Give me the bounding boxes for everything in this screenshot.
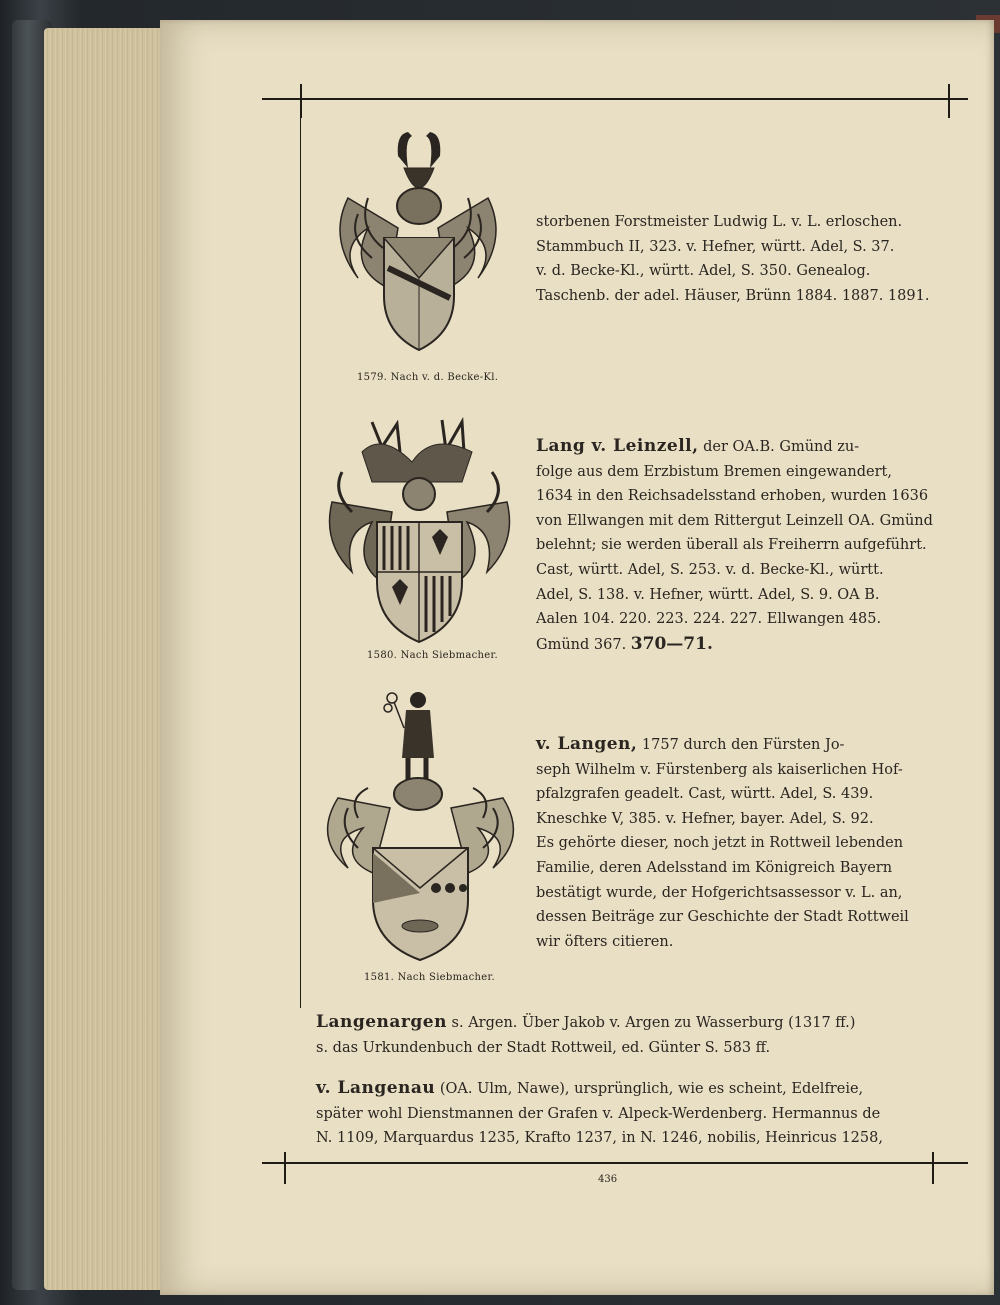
entry-text: der OA.B. Gmünd zu- (698, 439, 860, 455)
text-line (536, 632, 946, 658)
text-line: von Ellwangen mit dem Rittergut Leinzell OA. Gmünd (536, 512, 933, 529)
coat-of-arms-1581 (318, 688, 523, 963)
text-line: wir öfters citieren. (536, 933, 674, 950)
entry-v-langenau (316, 1076, 946, 1151)
text-line: seph Wilhelm v. Fürstenberg als kaiserlichen Hof- (536, 761, 903, 778)
left-rule-bottom (284, 1152, 286, 1184)
top-rule (262, 98, 968, 100)
text-line: Taschenb. der adel. Häuser, Brünn 1884. 1887. 1891. (536, 287, 930, 304)
entry-lang-v-leinzell (536, 434, 946, 657)
text-line: folge aus dem Erzbistum Bremen eingewandert, (536, 463, 892, 480)
entry-text: Gmünd 367. (536, 636, 631, 653)
entry-heading: v. Langenau (316, 1078, 436, 1098)
figure-caption-1581: 1581. Nach Siebmacher. (364, 972, 495, 983)
text-line: Adel, S. 138. v. Hefner, württ. Adel, S. 9. OA B. (536, 586, 880, 603)
text-line: Cast, württ. Adel, S. 253. v. d. Becke-Kl., württ. (536, 561, 884, 578)
entry-heading: Lang v. Leinzell, (536, 436, 699, 456)
page-number: 436 (598, 1174, 618, 1185)
text-line: N. 1109, Marquardus 1235, Krafto 1237, in N. 1246, nobilis, Heinricus 1258, (316, 1130, 883, 1147)
entry-v-langen (536, 732, 946, 954)
text-line: Es gehörte dieser, noch jetzt in Rottweil lebenden (536, 835, 904, 852)
text-line: s. das Urkundenbuch der Stadt Rottweil, ed. Günter S. 583 ff. (316, 1039, 771, 1056)
text-line: bestätigt wurde, der Hofgerichtsassessor v. L. an, (536, 884, 903, 901)
text-line: pfalzgrafen geadelt. Cast, württ. Adel, S. 439. (536, 786, 874, 803)
text-line: v. d. Becke-Kl., württ. Adel, S. 350. Genealog. (536, 263, 871, 280)
text-line (316, 1076, 946, 1102)
book-page (160, 20, 994, 1295)
text-line: später wohl Dienstmannen der Grafen v. Alpeck-Werdenberg. Hermannus de (316, 1105, 881, 1122)
figure-caption-1580: 1580. Nach Siebmacher. (367, 650, 498, 661)
text-line: Kneschke V, 385. v. Hefner, bayer. Adel, S. 92. (536, 810, 874, 827)
right-rule-top (948, 84, 950, 118)
text-line: storbenen Forstmeister Ludwig L. v. L. erloschen. (536, 214, 903, 230)
text-line: Aalen 104. 220. 223. 224. 227. Ellwangen 485. (536, 611, 882, 628)
right-rule-bottom (932, 1152, 934, 1184)
text-line (316, 1010, 946, 1036)
entry-text: s. Argen. Über Jakob v. Argen zu Wasserburg (1317 ff.) (446, 1015, 856, 1031)
entry-text: (OA. Ulm, Nawe), ursprünglich, wie es scheint, Edelfreie, (435, 1081, 864, 1097)
coat-of-arms-1579 (328, 128, 508, 368)
entry-continuation (536, 210, 946, 308)
left-frame-line (300, 98, 301, 1008)
entry-text: 1757 durch den Fürsten Jo- (637, 737, 845, 753)
text-line: Stammbuch II, 323. v. Hefner, württ. Adel, S. 37. (536, 238, 895, 255)
text-line (536, 434, 946, 460)
text-line: 1634 in den Reichsadelsstand erhoben, wurden 1636 (536, 488, 929, 505)
text-line: belehnt; sie werden überall als Freiherrn aufgeführt. (536, 537, 927, 554)
text-line (536, 732, 946, 758)
page-reference: 370—71. (630, 633, 713, 654)
text-line: Familie, deren Adelsstand im Königreich Bayern (536, 859, 893, 876)
bottom-rule (262, 1162, 968, 1164)
entry-heading: Langenargen (316, 1012, 447, 1032)
text-line: dessen Beiträge zur Geschichte der Stadt Rottweil (536, 909, 909, 926)
figure-caption-1579: 1579. Nach v. d. Becke-Kl. (357, 372, 499, 383)
entry-langenargen (316, 1010, 946, 1060)
coat-of-arms-1580 (322, 412, 517, 652)
entry-heading: v. Langen, (536, 734, 638, 754)
